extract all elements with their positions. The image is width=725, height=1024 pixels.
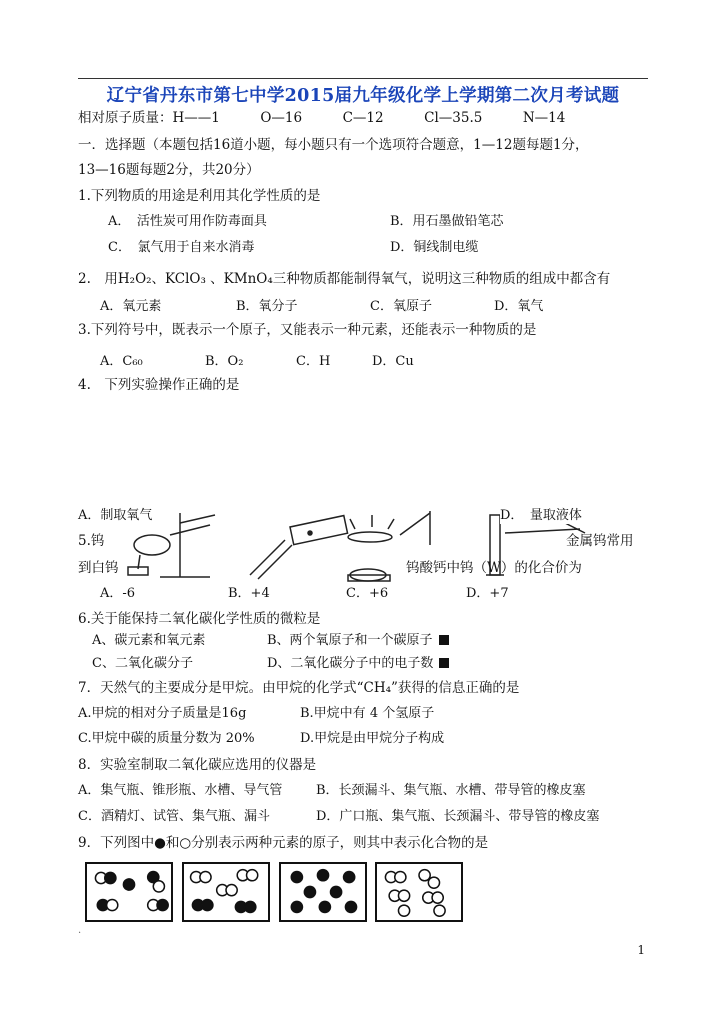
question-2-option-b: B．氧分子 bbox=[236, 299, 298, 314]
question-7-option-d: D.甲烷是由甲烷分子构成 bbox=[300, 731, 445, 746]
question-5-line2-right: 钨酸钙中钨（W）的化合价为 bbox=[406, 560, 582, 576]
particle-box-c bbox=[279, 862, 367, 922]
question-6-option-d-row bbox=[267, 656, 449, 672]
question-6-option-b-row bbox=[267, 633, 449, 649]
margin-mark: . bbox=[78, 925, 82, 936]
question-6-option-a: A、碳元素和氧元素 bbox=[92, 633, 206, 648]
page-number: 1 bbox=[637, 943, 645, 957]
question-7-option-b: B.甲烷中有 4 个氢原子 bbox=[300, 706, 435, 721]
question-7-option-c: C.甲烷中碳的质量分数为 20% bbox=[78, 731, 255, 746]
question-1-option-d: D．铜线制电缆 bbox=[390, 240, 479, 255]
question-3-option-b: B．O₂ bbox=[205, 354, 244, 369]
question-5-option-d: D．+7 bbox=[466, 586, 509, 601]
question-1-option-c: C． 氯气用于自来水消毒 bbox=[108, 240, 255, 255]
question-7-stem: 7．天然气的主要成分是甲烷。由甲烷的化学式“CH₄”获得的信息正确的是 bbox=[78, 680, 520, 696]
question-8-option-c: C．酒精灯、试管、集气瓶、漏斗 bbox=[78, 809, 270, 824]
question-8-option-a: A．集气瓶、锥形瓶、水槽、导气管 bbox=[78, 783, 283, 798]
header-rule bbox=[78, 78, 648, 79]
question-8-stem: 8．实验室制取二氧化碳应选用的仪器是 bbox=[78, 757, 317, 773]
question-5-stem-right: 金属钨常用 bbox=[566, 533, 634, 549]
question-3-option-a: A．C₆₀ bbox=[100, 354, 143, 369]
filled-square-icon bbox=[439, 658, 449, 668]
question-5-stem-left: 5.钨 bbox=[78, 533, 105, 549]
question-2-stem: 2. 用H₂O₂、KClO₃ 、KMnO₄三种物质都能制得氧气，说明这三种物质的组成中都含有 bbox=[78, 271, 611, 287]
question-5-line2-left: 到白钨 bbox=[78, 560, 119, 576]
question-6-stem: 6.关于能保持二氧化碳化学性质的微粒是 bbox=[78, 611, 321, 627]
question-7-option-a: A.甲烷的相对分子质量是16g bbox=[78, 706, 247, 721]
atomic-masses: 相对原子质量：H——1 O—16 C—12 Cl—35.5 N—14 bbox=[78, 110, 566, 126]
page-title: 辽宁省丹东市第七中学2015届九年级化学上学期第二次月考试题 bbox=[106, 86, 620, 106]
question-8-option-b: B．长颈漏斗、集气瓶、水槽、带导管的橡皮塞 bbox=[316, 783, 586, 798]
question-9-stem: 9．下列图中●和○分别表示两种元素的原子，则其中表示化合物的是 bbox=[78, 835, 489, 851]
question-6-option-b: B、两个氧原子和一个碳原子 bbox=[267, 633, 433, 648]
question-1-option-b: B．用石墨做铅笔芯 bbox=[390, 214, 504, 229]
question-4-stem: 4. 下列实验操作正确的是 bbox=[78, 377, 240, 393]
question-6-option-c: C、二氧化碳分子 bbox=[92, 656, 193, 671]
question-5-option-c: C．+6 bbox=[346, 586, 389, 601]
section-instructions-1: 一．选择题（本题包括16道小题，每小题只有一个选项符合题意，1—12题每题1分， bbox=[78, 137, 589, 153]
question-3-option-d: D．Cu bbox=[372, 354, 414, 369]
question-2-option-c: C．氧原子 bbox=[370, 299, 432, 314]
question-4-option-a: A．制取氧气 bbox=[78, 508, 153, 523]
question-1-option-a: A． 活性炭可用作防毒面具 bbox=[108, 214, 267, 229]
question-2-option-d: D．氧气 bbox=[494, 299, 544, 314]
question-8-option-d: D．广口瓶、集气瓶、长颈漏斗、带导管的橡皮塞 bbox=[316, 809, 600, 824]
question-1-stem: 1.下列物质的用途是利用其化学性质的是 bbox=[78, 188, 321, 204]
question-3-option-c: C．H bbox=[296, 354, 331, 369]
test-tube-pouring-illustration bbox=[250, 516, 348, 579]
question-6-option-d: D、二氧化碳分子中的电子数 bbox=[267, 656, 434, 671]
question-5-option-a: A．-6 bbox=[100, 586, 136, 601]
question-5-option-b: B．+4 bbox=[228, 586, 270, 601]
question-3-stem: 3.下列符号中，既表示一个原子，又能表示一种元素，还能表示一种物质的是 bbox=[78, 322, 537, 338]
particle-box-a bbox=[85, 862, 173, 922]
filled-square-icon bbox=[439, 635, 449, 645]
question-4-option-d: D． 量取液体 bbox=[500, 508, 582, 523]
question-2-option-a: A．氧元素 bbox=[100, 299, 162, 314]
particle-box-b bbox=[182, 862, 270, 922]
section-instructions-2: 13—16题每题2分，共20分） bbox=[78, 162, 260, 178]
particle-box-d bbox=[375, 862, 463, 922]
